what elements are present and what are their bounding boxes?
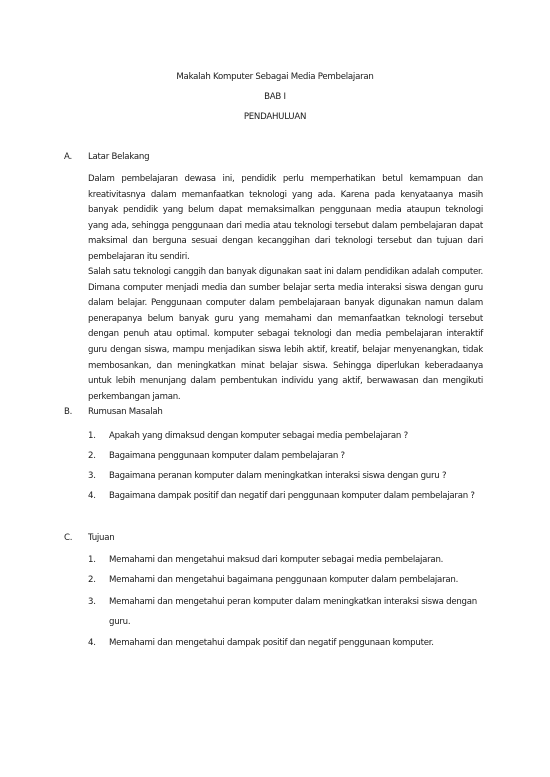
list-item-number: 2. xyxy=(88,451,96,461)
list-item-number: 2. xyxy=(88,575,96,585)
list-item-text: Memahami dan mengetahui peran komputer dalam meningkatkan interaksi siswa dengan xyxy=(109,597,477,607)
list-item-text: Memahami dan mengetahui dampak positif dan negatif penggunaan komputer. xyxy=(109,638,434,648)
section-a-paragraph-2: Salah satu teknologi canggih dan banyak digunakan saat ini dalam pendidikan adalah computer. Dimana computer menjadi media dan sumber belajar serta media interaksi siswa dengan guru dalam belajar. Penggunaan computer dalam pembelajaraan banyak digunakan namun dalam penerapanya belum banyak guru yang memahami dan memanfaatkan teknologi tersebut dengan penuh atau optimal. komputer sebagai teknologi dan media pembelajaran interaktif guru dengan siswa, mampu menjadikan siswa lebih aktif, kreatif, belajar menyenangkan, tidak membosankan, dan meningkatkan minat belajar siswa. Sehingga diperlukan keberadaanya untuk lebih menunjang dalam pembentukan individu yang aktif, berwawasan dan mengikuti perkembangan jaman. xyxy=(88,267,483,402)
list-item-text: Apakah yang dimaksud dengan komputer sebagai media pembelajaran ? xyxy=(109,431,408,441)
list-item-number: 3. xyxy=(88,597,96,607)
document-title: Makalah Komputer Sebagai Media Pembelajaran xyxy=(176,72,374,82)
list-item-number: 3. xyxy=(88,471,96,481)
section-a-paragraph-1: Dalam pembelajaran dewasa ini, pendidik perlu memperhatikan betul kemampuan dan kreativitasnya dalam memanfaatkan teknologi yang ada. Karena pada kenyataanya masih banyak pendidik yang belum dapat memaksimalkan penggunaan media ataupun teknologi yang ada, sehingga penggunaan dari media atau teknologi tersebut dalam pembelajaran dapat maksimal dan berguna sesuai dengan kecanggihan dari teknologi tersebut dan tujuan dari pembelajaran itu sendiri. xyxy=(88,174,483,262)
list-item-number: 4. xyxy=(88,491,96,501)
list-item-number: 1. xyxy=(88,431,96,441)
section-b-letter: B. xyxy=(64,407,73,417)
section-a-letter: A. xyxy=(64,152,72,162)
list-item-continuation: guru. xyxy=(109,617,131,627)
section-c-heading: Tujuan xyxy=(88,533,115,543)
list-item-text: Bagaimana peranan komputer dalam meningkatkan interaksi siswa dengan guru ? xyxy=(109,471,447,481)
list-item-text: Bagaimana penggunaan komputer dalam pembelajaran ? xyxy=(109,451,345,461)
chapter-number: BAB I xyxy=(264,92,286,102)
section-c-letter: C. xyxy=(64,533,73,543)
section-b-heading: Rumusan Masalah xyxy=(88,407,163,417)
list-item-text: Memahami dan mengetahui bagaimana penggunaan komputer dalam pembelajaran. xyxy=(109,575,459,585)
list-item-number: 4. xyxy=(88,638,96,648)
list-item-text: Memahami dan mengetahui maksud dari komputer sebagai media pembelajaran. xyxy=(109,555,444,565)
section-a-heading: Latar Belakang xyxy=(88,152,150,162)
list-item-text: Bagaimana dampak positif dan negatif dari penggunaan komputer dalam pembelajaran ? xyxy=(109,491,475,501)
list-item-number: 1. xyxy=(88,555,96,565)
chapter-title: PENDAHULUAN xyxy=(243,112,307,122)
